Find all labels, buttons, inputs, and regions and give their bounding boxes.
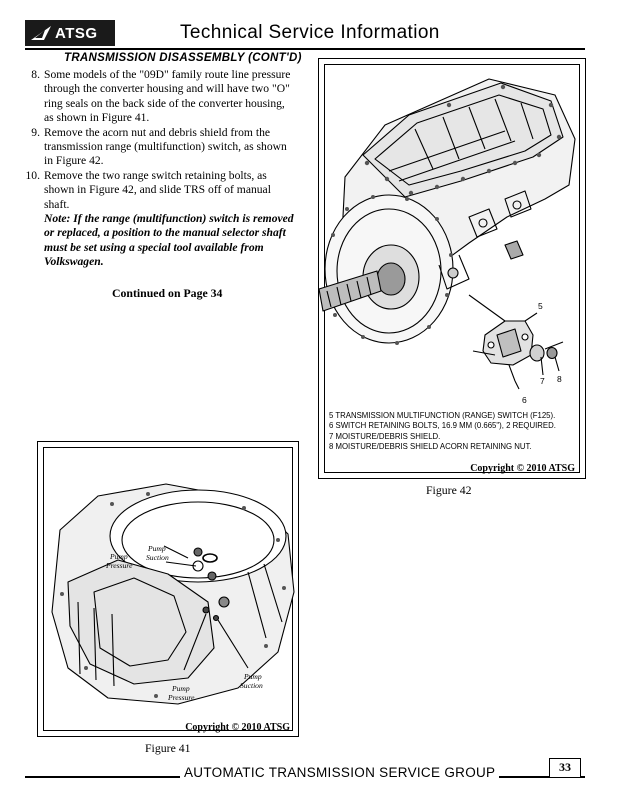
step-number: 8. [31,68,40,81]
figure-42-frame [318,58,586,479]
figure-42-caption: Figure 42 [426,483,472,497]
atsg-logo [25,20,115,46]
step-text: Remove the two range switch retaining bolts, as shown in Figure 42, and slide TRS off of manual shaft. [44,168,271,211]
section-heading: TRANSMISSION DISASSEMBLY (CONT'D) [64,52,302,64]
callout-8: 8 [557,374,562,384]
label-pump-suction-bottom-1: Pump [244,672,262,681]
continued-note: Continued on Page 34 [112,286,223,300]
label-pump-pressure-top-1: Pump [110,552,128,561]
page-title: Technical Service Information [180,22,440,43]
figure-42-legend [329,411,556,453]
step-item [25,126,295,169]
step-item [25,68,295,126]
header-divider [25,48,585,50]
legend-item: 8 MOISTURE/DEBRIS SHIELD ACORN RETAINING NUT. [329,442,532,452]
callout-6: 6 [522,395,527,405]
step-text: Some models of the "09D" family route line pressure through the converter housing and will have two "O" ring seals on the back side of the converter housing, as shown in Figure 41. [44,68,291,125]
logo-text: ATSG [55,24,98,42]
label-pump-pressure-top-2: Pressure [106,561,133,570]
label-pump-suction-top-2: Suction [146,553,169,562]
label-pump-pressure-bottom-2: Pressure [168,693,195,702]
step-item [25,169,295,270]
footer-organization: AUTOMATIC TRANSMISSION SERVICE GROUP [180,765,499,780]
callout-5: 5 [538,301,543,311]
callout-7: 7 [540,376,545,386]
figure-41-copyright: Copyright © 2010 ATSG [185,722,290,733]
step-note: Note: If the range (multifunction) switch is removed or replaced, a position to the manual selector shaft must be set using a special tool available from Volkswagen. [44,212,294,269]
legend-item: 7 MOISTURE/DEBRIS SHIELD. [329,431,441,441]
page-number: 33 [549,758,581,778]
label-pump-suction-bottom-2: Suction [240,681,263,690]
figure-42-copyright: Copyright © 2010 ATSG [470,463,575,474]
step-text: Remove the acorn nut and debris shield from the transmission range (multifunction) switch, as shown in Figure 42. [44,125,287,168]
step-body [44,169,295,270]
legend-item: 5 TRANSMISSION MULTIFUNCTION (RANGE) SWITCH (F125). [329,411,556,420]
label-pump-pressure-bottom-1: Pump [172,684,190,693]
atsg-logo-mark-icon [31,25,51,41]
step-list [25,68,295,270]
figure-41-frame [37,441,299,737]
step-number: 9. [31,125,40,139]
step-number: 10. [25,168,40,182]
transmission-drawing [319,59,587,404]
figure-41-caption: Figure 41 [145,741,191,755]
legend-item: 6 SWITCH RETAINING BOLTS, 16.9 MM (0.665"), 2 REQUIRED. [329,421,556,431]
label-pump-suction-top-1: Pump [148,544,166,553]
converter-housing-drawing [38,442,300,722]
